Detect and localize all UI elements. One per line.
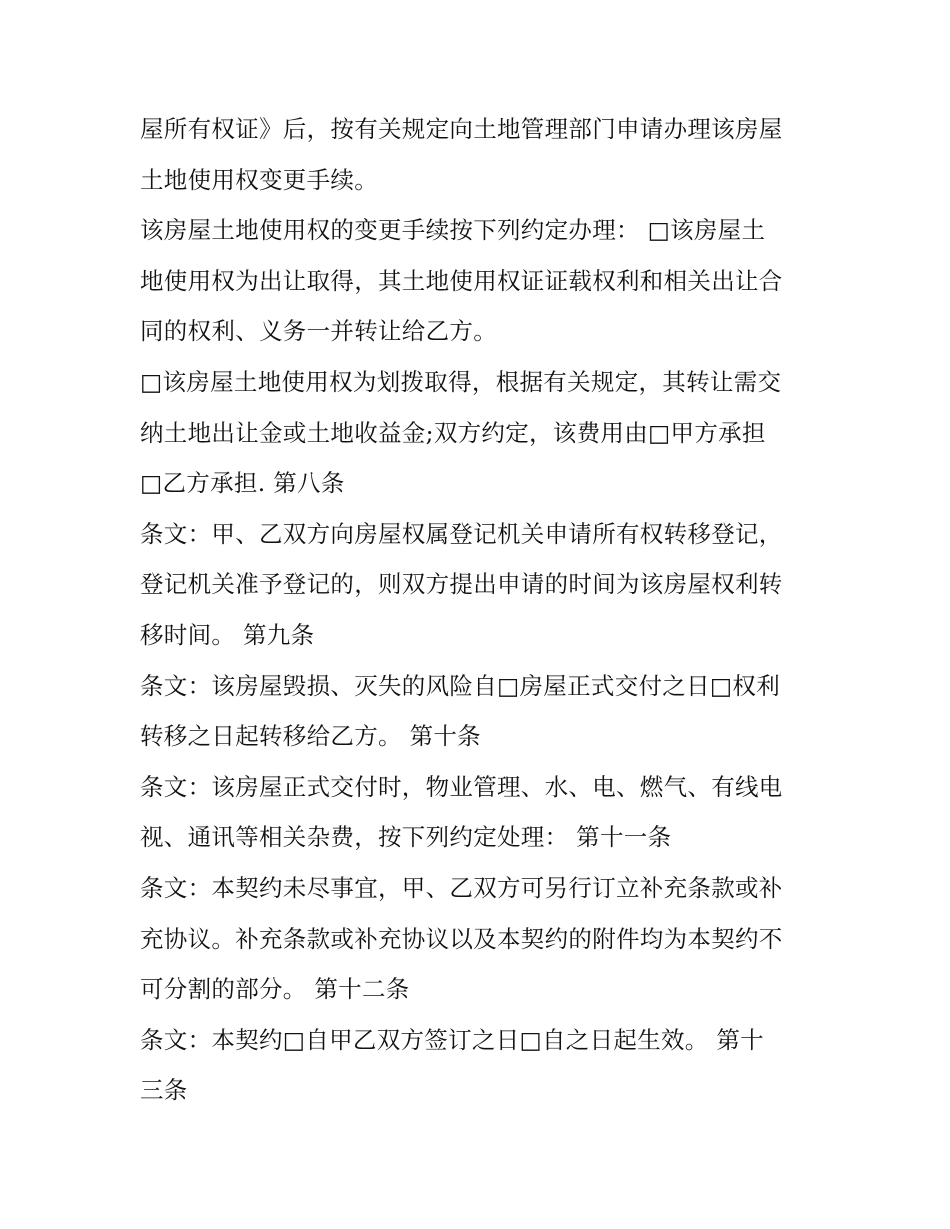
text-line: 充协议。补充条款或补充协议以及本契约的附件均为本契约不 bbox=[140, 924, 783, 953]
text-line: 条文：该房屋毁损、灭失的风险自□房屋正式交付之日□权利 bbox=[140, 671, 781, 700]
text-line: 地使用权为出让取得，其土地使用权证证载权利和相关出让合 bbox=[140, 266, 783, 295]
paragraph-article-9 bbox=[140, 661, 820, 762]
paragraph-land-use-transfer bbox=[140, 205, 820, 357]
text-line: □乙方承担. 第八条 bbox=[140, 469, 345, 498]
text-line: 三条 bbox=[140, 1076, 188, 1105]
text-line: 屋所有权证》后，按有关规定向土地管理部门申请办理该房屋 bbox=[140, 115, 783, 143]
paragraph-article-10 bbox=[140, 762, 820, 863]
text-line: 转移之日起转移给乙方。 第十条 bbox=[140, 722, 481, 751]
text-line: □该房屋土地使用权为划拨取得，根据有关规定，其转让需交 bbox=[140, 367, 782, 396]
text-line: 土地使用权变更手续。 bbox=[140, 165, 378, 194]
paragraph-article-11 bbox=[140, 863, 820, 1015]
text-line: 同的权利、义务一并转让给乙方。 bbox=[140, 317, 497, 346]
text-line: 可分割的部分。 第十二条 bbox=[140, 975, 410, 1004]
paragraph-land-allocation bbox=[140, 357, 820, 509]
paragraph-article-8 bbox=[140, 509, 820, 661]
text-line: 视、通讯等相关杂费，按下列约定处理： 第十一条 bbox=[140, 823, 672, 852]
text-line: 该房屋土地使用权的变更手续按下列约定办理： □该房屋土 bbox=[140, 216, 766, 245]
document-body bbox=[140, 104, 820, 1116]
paragraph-land-use-intro bbox=[140, 104, 820, 205]
text-line: 条文：甲、乙双方向房屋权属登记机关申请所有权转移登记， bbox=[140, 519, 783, 548]
text-line: 移时间。 第九条 bbox=[140, 620, 315, 649]
text-line: 登记机关准予登记的，则双方提出申请的时间为该房屋权利转 bbox=[140, 570, 783, 599]
text-line: 条文：本契约□自甲乙双方签订之日□自之日起生效。 第十 bbox=[140, 1025, 764, 1054]
text-line: 纳土地出让金或土地收益金;双方约定，该费用由□甲方承担 bbox=[140, 418, 766, 447]
paragraph-article-12 bbox=[140, 1015, 820, 1116]
text-line: 条文：本契约未尽事宜，甲、乙双方可另行订立补充条款或补 bbox=[140, 873, 783, 902]
text-line: 条文：该房屋正式交付时，物业管理、水、电、燃气、有线电 bbox=[140, 772, 783, 801]
